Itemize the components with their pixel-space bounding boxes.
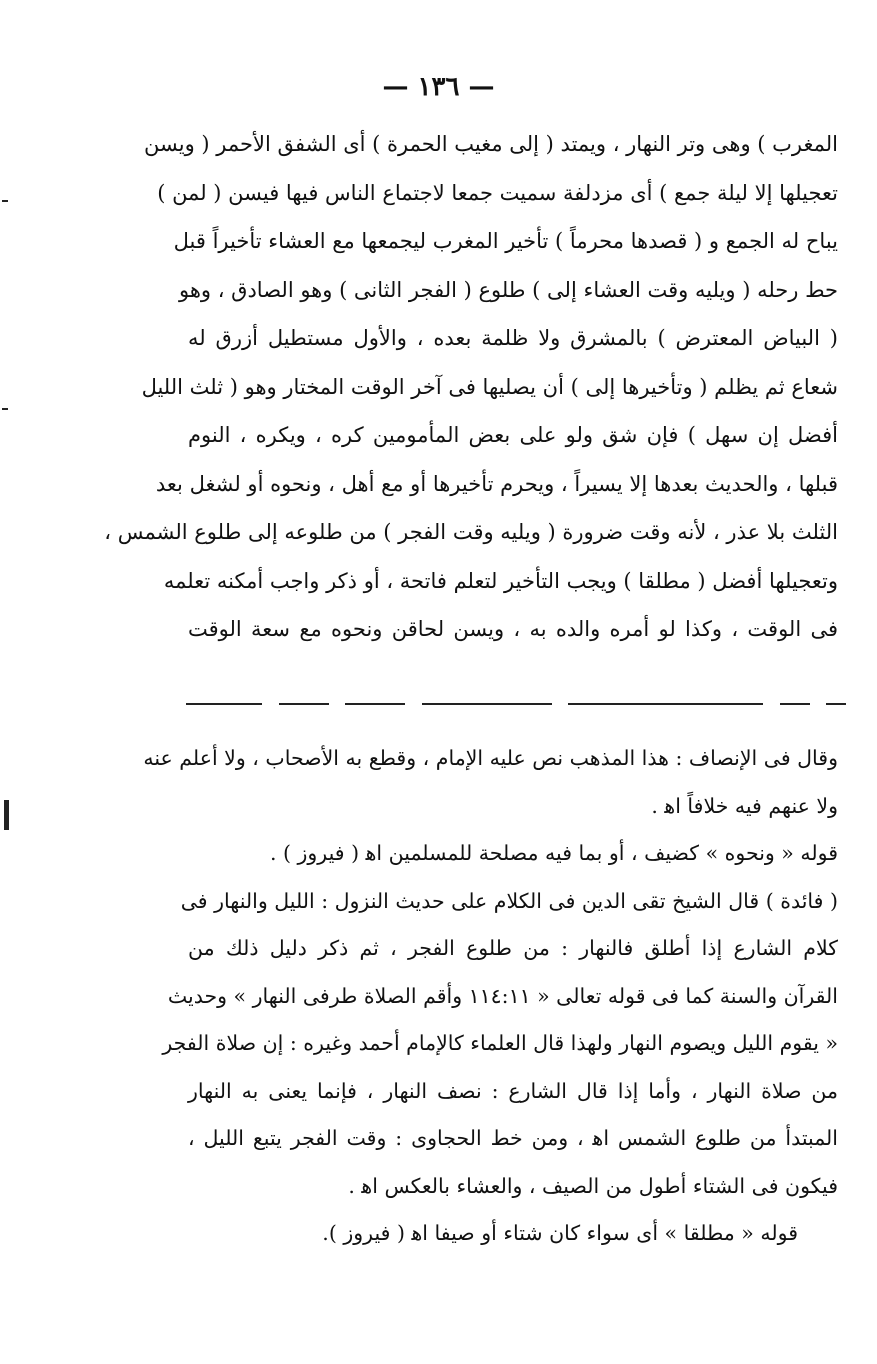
main-text-line: الثلث بلا عذر ، لأنه وقت ضرورة ( ويليه وقت الفجر ) من طلوعه إلى طلوع الشمس ،: [104, 520, 838, 544]
footnote-line: ( فائدة ) قال الشيخ تقى الدين فى الكلام على حديث النزول : الليل والنهار فى: [180, 888, 838, 913]
footnote-line: وقال فى الإنصاف : هذا المذهب نص عليه الإمام ، وقطع به الأصحاب ، ولا أعلم عنه: [143, 746, 838, 770]
scan-edge-mark: [4, 800, 9, 830]
main-text-line: فى الوقت ، وكذا لو أمره والده به ، ويسن لحاقن ونحوه مع سعة الوقت: [188, 617, 838, 641]
main-text-line: قبلها ، والحديث بعدها إلا يسيراً ، ويحرم تأخيرها أو مع أهل ، ونحوه أو لشغل بعد: [155, 471, 838, 496]
footnote-line: من صلاة النهار ، وأما إذا قال الشارع : نصف النهار ، فإنما يعنى به النهار: [188, 1078, 838, 1103]
main-text-line: يباح له الجمع و ( قصدها محرماً ) تأخير المغرب ليجمعها مع العشاء تأخيراً قبل: [173, 229, 838, 253]
main-text-line: ( البياض المعترض ) بالمشرق ولا ظلمة بعده ، والأول مستطيل أزرق له: [188, 326, 838, 350]
page-number: — ١٣٦ —: [382, 72, 495, 102]
footnote-line: كلام الشارع إذا أطلق فالنهار : من طلوع الفجر ، ثم ذكر دليل ذلك من: [188, 936, 838, 960]
footnotes: [143, 735, 838, 1258]
footnote-line: قوله « مطلقا » أى سواء كان شتاء أو صيفا اﻫ ( فيروز ).: [322, 1221, 798, 1245]
footnote-line: « يقوم الليل ويصوم النهار ولهذا قال العلماء كالإمام أحمد وغيره : إن صلاة الفجر: [162, 1031, 838, 1055]
footnote-line: المبتدأ من طلوع الشمس اﻫ ، ومن خط الحجاوى : وقت الفجر يتبع الليل ،: [188, 1126, 838, 1150]
footnote-line: ولا عنهم فيه خلافاً اﻫ .: [651, 793, 838, 818]
footnote-divider: [186, 703, 846, 709]
scan-edge-mark: [2, 200, 8, 202]
main-text-line: تعجيلها إلا ليلة جمع ) أى مزدلفة سميت جمعا لاجتماع الناس فيها فيسن ( لمن ): [157, 180, 838, 205]
main-text-line: وتعجيلها أفضل ( مطلقا ) ويجب التأخير لتعلم فاتحة ، أو ذكر واجب أمكنه تعلمه: [163, 568, 838, 593]
main-text-line: المغرب ) وهى وتر النهار ، ويمتد ( إلى مغيب الحمرة ) أى الشفق الأحمر ( ويسن: [144, 132, 838, 156]
footnote-line: قوله « ونحوه » كضيف ، أو بما فيه مصلحة للمسلمين اﻫ ( فيروز ) .: [269, 841, 838, 865]
main-text-line: أفضل إن سهل ) فإن شق ولو على بعض المأمومين كره ، ويكره ، النوم: [188, 423, 838, 447]
main-text-line: شعاع ثم يظلم ( وتأخيرها إلى ) أن يصليها فى آخر الوقت المختار وهو ( ثلث الليل: [141, 374, 838, 399]
footnote-line: القرآن والسنة كما فى قوله تعالى « ١١٤:١١ وأقم الصلاة طرفى النهار » وحديث: [167, 983, 838, 1008]
main-text-line: حط رحله ( ويليه وقت العشاء إلى ) طلوع ( الفجر الثانى ) وهو الصادق ، وهو: [178, 277, 838, 302]
scan-edge-mark: [2, 408, 8, 410]
footnote-line: فيكون فى الشتاء أطول من الصيف ، والعشاء بالعكس اﻫ .: [348, 1173, 838, 1198]
main-text: [104, 120, 838, 654]
